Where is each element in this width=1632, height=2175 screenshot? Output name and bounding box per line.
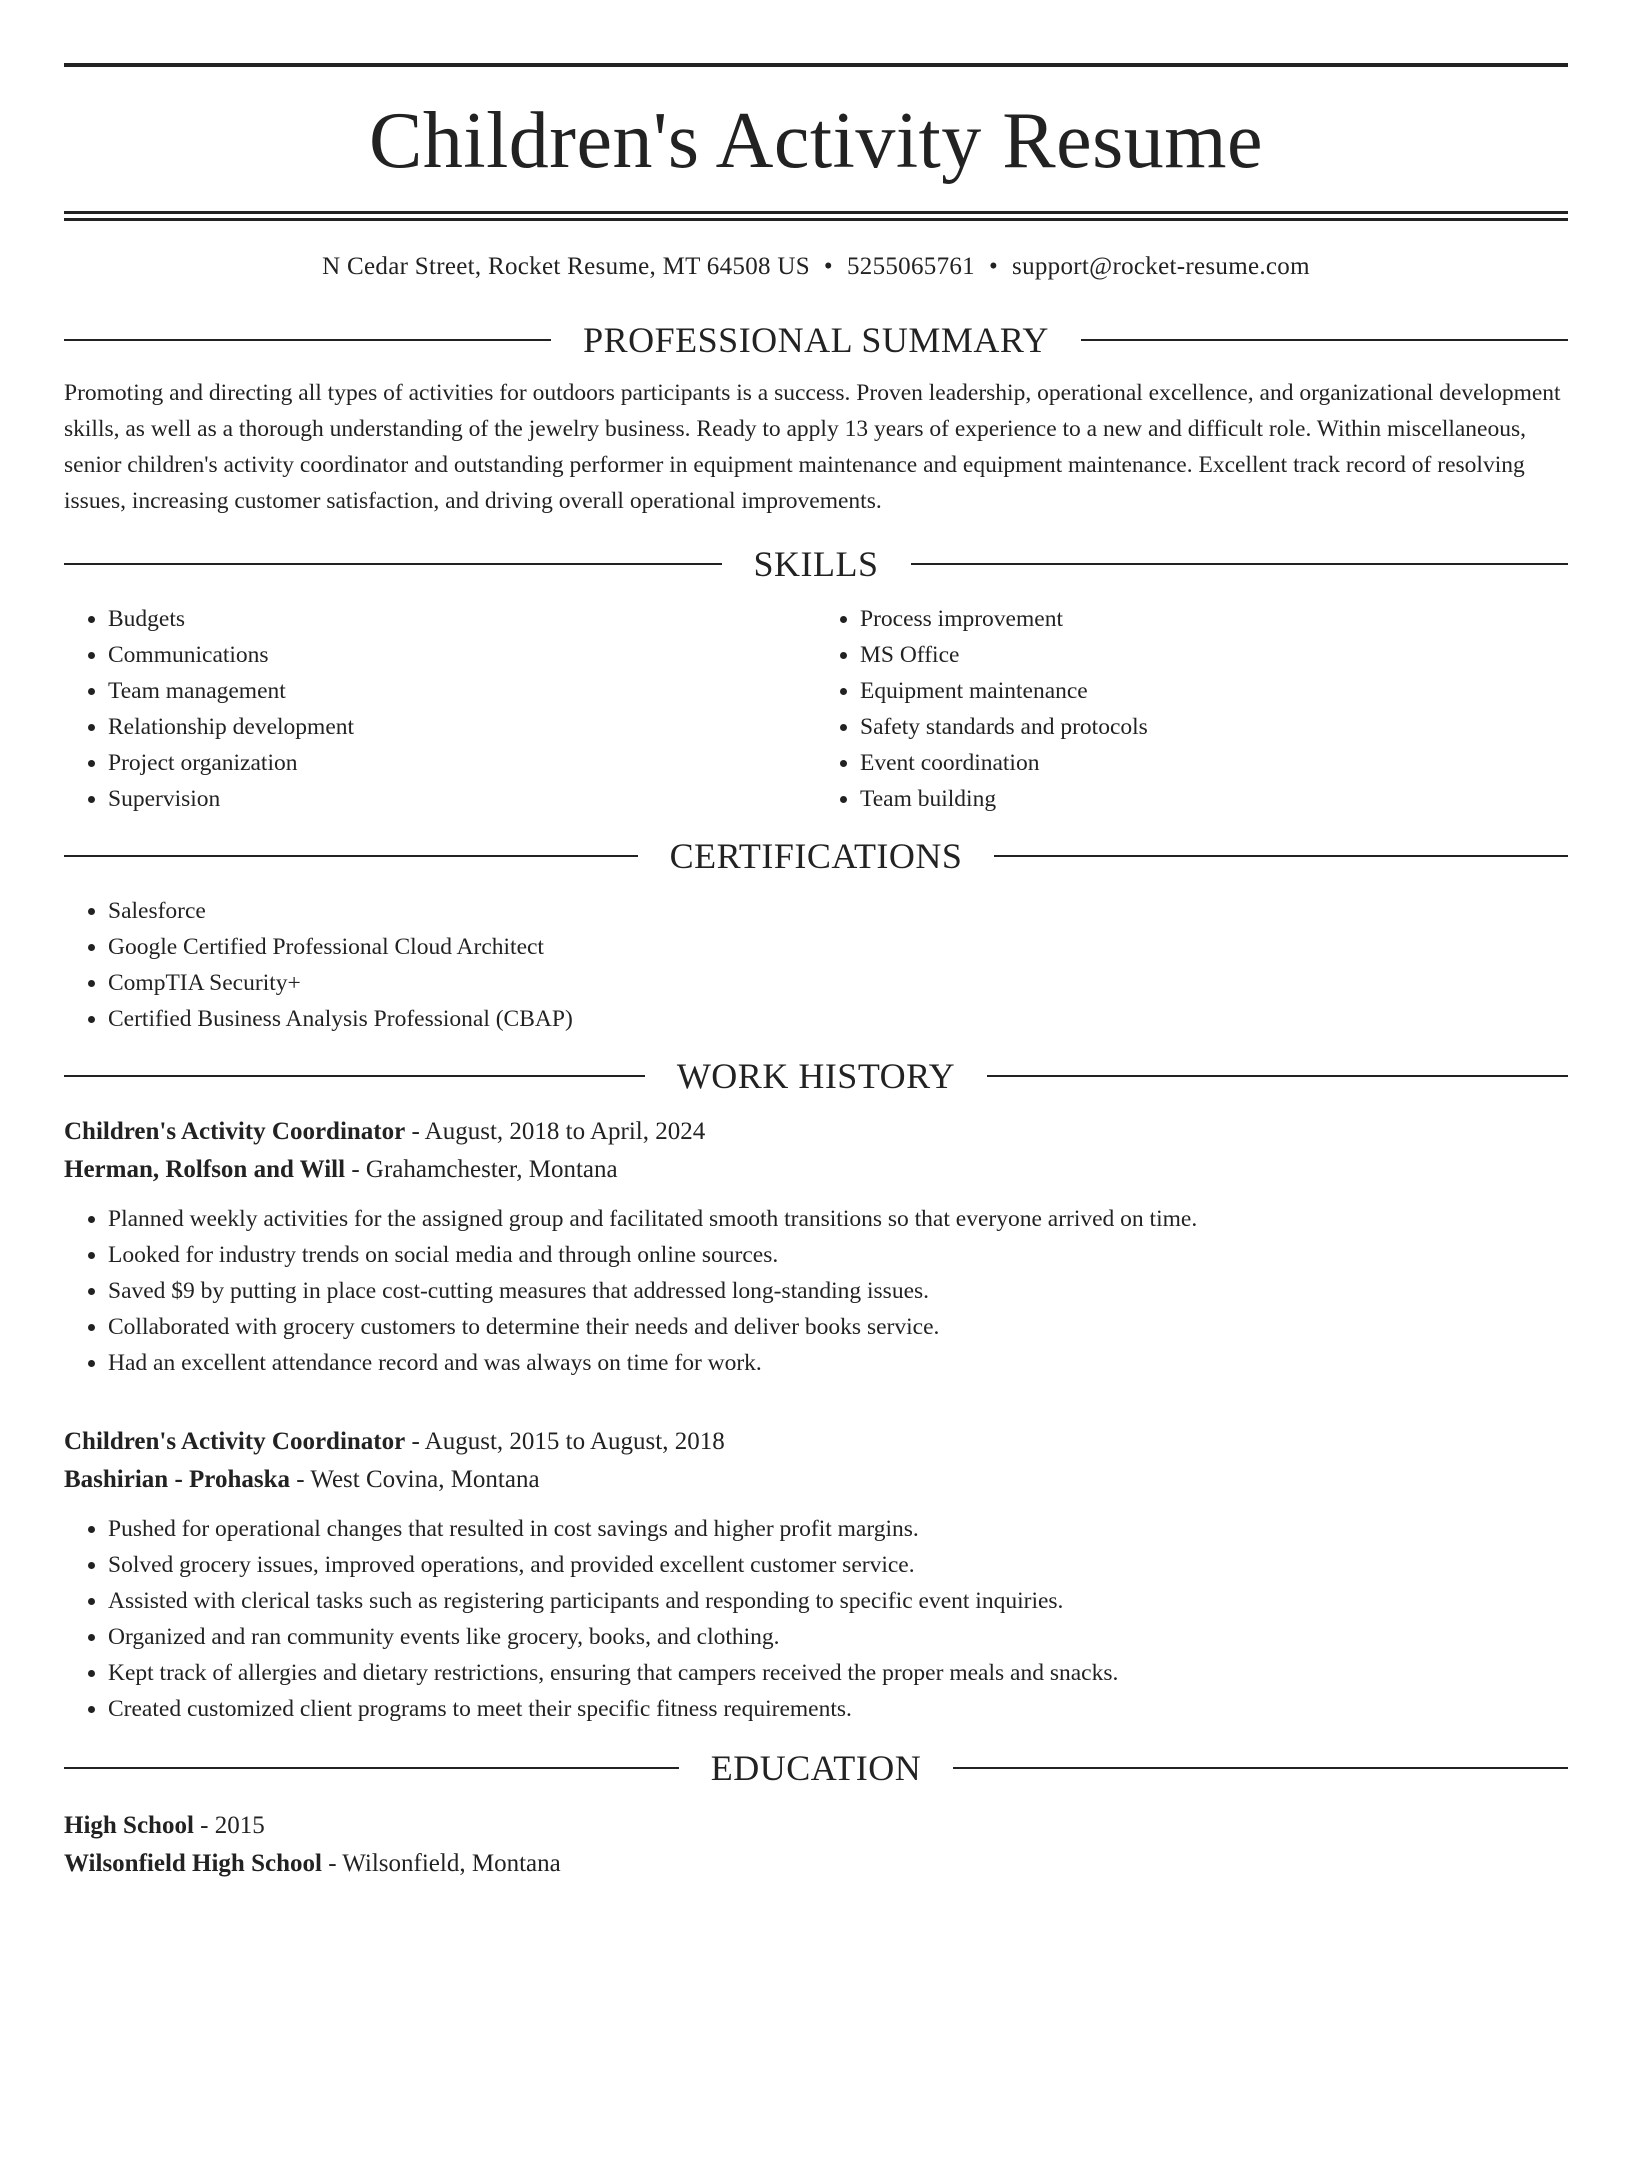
job-company-line [64, 1461, 1568, 1499]
job-company: Bashirian - Prohaska [64, 1466, 290, 1493]
certifications-heading [64, 833, 1568, 879]
certification-item: • Google Certified Professional Cloud Architect [108, 929, 1568, 965]
job-company: Herman, Rolfson and Will [64, 1156, 346, 1183]
skill-item: • Safety standards and protocols [860, 709, 1568, 745]
job-bullet: • Organized and ran community events like grocery, books, and clothing. [108, 1619, 1568, 1655]
heading-rule [64, 1075, 645, 1077]
education-heading [64, 1745, 1568, 1791]
work-heading-label: WORK HISTORY [676, 1056, 956, 1096]
job-dates: - August, 2015 to August, 2018 [405, 1428, 725, 1455]
job-entry [64, 1423, 1568, 1727]
education-location: - Wilsonfield, Montana [321, 1850, 561, 1877]
heading-rule [64, 1767, 679, 1769]
skill-item: • Relationship development [108, 709, 816, 745]
job-title: Children's Activity Coordinator [64, 1118, 406, 1145]
job-bullet: • Had an excellent attendance record and was always on time for work. [108, 1345, 1568, 1381]
job-bullet: • Kept track of allergies and dietary restrictions, ensuring that campers received the proper meals and snacks. [108, 1655, 1568, 1691]
skill-item: • Project organization [108, 745, 816, 781]
skill-item: • Communications [108, 637, 816, 673]
job-bullet: • Collaborated with grocery customers to determine their needs and deliver books service. [108, 1309, 1568, 1345]
skills-list-left [64, 601, 816, 817]
education-degree: High School [64, 1812, 194, 1839]
contact-email: support@rocket-resume.com [1012, 253, 1310, 280]
job-bullet: • Planned weekly activities for the assigned group and facilitated smooth transitions so that everyone arrived on time. [108, 1201, 1568, 1237]
contact-separator: • [988, 253, 999, 280]
skills-grid [64, 601, 1568, 817]
job-bullet: • Saved $9 by putting in place cost-cutting measures that addressed long-standing issues. [108, 1273, 1568, 1309]
job-bullet: • Created customized client programs to meet their specific fitness requirements. [108, 1691, 1568, 1727]
skills-list-right [816, 601, 1568, 817]
job-bullets [64, 1201, 1568, 1381]
resume-title: Children's Activity Resume [368, 97, 1263, 185]
job-bullets [64, 1511, 1568, 1727]
job-bullet: • Assisted with clerical tasks such as registering participants and responding to specific event inquiries. [108, 1583, 1568, 1619]
heading-rule [911, 563, 1569, 565]
job-location: - West Covina, Montana [289, 1466, 540, 1493]
job-location: - Grahamchester, Montana [345, 1156, 618, 1183]
heading-rule [64, 339, 551, 341]
education-school-line [64, 1845, 1568, 1883]
contact-address: N Cedar Street, Rocket Resume, MT 64508 US [322, 253, 810, 280]
summary-heading-label: PROFESSIONAL SUMMARY [583, 320, 1049, 360]
job-title: Children's Activity Coordinator [64, 1428, 406, 1455]
job-title-line [64, 1423, 1568, 1461]
certification-item: • Certified Business Analysis Professional (CBAP) [108, 1001, 1568, 1037]
work-heading [64, 1053, 1568, 1099]
skill-item: • Supervision [108, 781, 816, 817]
summary-heading [64, 317, 1568, 363]
heading-rule [64, 563, 722, 565]
certification-item: • Salesforce [108, 893, 1568, 929]
job-bullet: • Looked for industry trends on social media and through online sources. [108, 1237, 1568, 1273]
job-title-line [64, 1113, 1568, 1151]
double-rule [64, 211, 1568, 221]
job-entry [64, 1113, 1568, 1381]
heading-rule [953, 1767, 1568, 1769]
skills-heading-label: SKILLS [753, 544, 879, 584]
skills-heading [64, 541, 1568, 587]
skill-item: • Team building [860, 781, 1568, 817]
certifications-list [64, 893, 1568, 1037]
education-degree-line [64, 1807, 1568, 1845]
summary-text: Promoting and directing all types of activities for outdoors participants is a success. Proven leadership, operational excellence, and organizational development skills, as well as a thorough understanding of the jewelry business. Ready to apply 13 years of experience to a new and difficult role. Within miscellaneous, senior children's activity coordinator and outstanding performer in equipment maintenance and equipment maintenance. Excellent track record of resolving issues, increasing customer satisfaction, and driving overall operational improvements. [64, 380, 1561, 514]
job-bullet: • Solved grocery issues, improved operations, and provided excellent customer service. [108, 1547, 1568, 1583]
skill-item: • Process improvement [860, 601, 1568, 637]
certification-item: • CompTIA Security+ [108, 965, 1568, 1001]
certifications-heading-label: CERTIFICATIONS [669, 836, 963, 876]
education-entry [64, 1807, 1568, 1883]
heading-rule [64, 855, 638, 857]
job-bullet: • Pushed for operational changes that resulted in cost savings and higher profit margins. [108, 1511, 1568, 1547]
education-year: - 2015 [193, 1812, 265, 1839]
resume-page [0, 63, 1632, 2175]
skill-item: • Budgets [108, 601, 816, 637]
heading-rule [987, 1075, 1568, 1077]
contact-phone: 5255065761 [846, 253, 975, 280]
contact-line [64, 251, 1568, 283]
job-dates: - August, 2018 to April, 2024 [405, 1118, 706, 1145]
job-company-line [64, 1151, 1568, 1189]
heading-rule [1081, 339, 1568, 341]
education-school: Wilsonfield High School [64, 1850, 322, 1877]
heading-rule [994, 855, 1568, 857]
top-rule [64, 63, 1568, 67]
contact-separator: • [823, 253, 833, 280]
education-heading-label: EDUCATION [710, 1748, 922, 1788]
skill-item: • Team management [108, 673, 816, 709]
skill-item: • Equipment maintenance [860, 673, 1568, 709]
skill-item: • Event coordination [860, 745, 1568, 781]
skill-item: • MS Office [860, 637, 1568, 673]
